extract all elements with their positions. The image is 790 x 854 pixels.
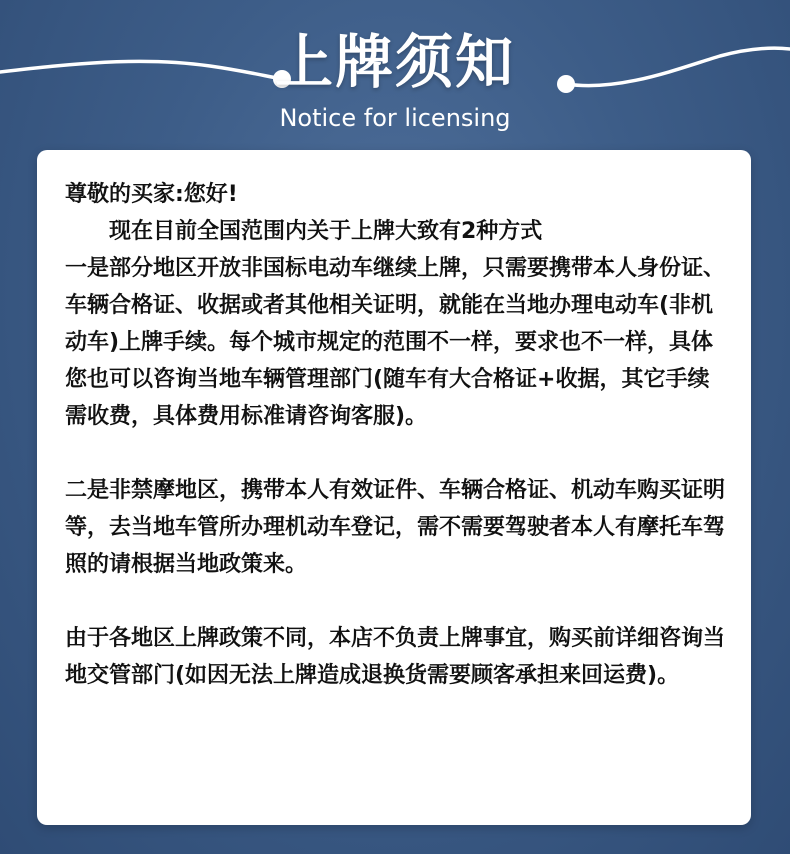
intro-text: 现在目前全国范围内关于上牌大致有2种方式 — [109, 219, 543, 244]
page-subtitle: Notice for licensing — [279, 104, 511, 132]
paragraph-gap — [65, 583, 727, 620]
method-one-text: 一是部分地区开放非国标电动车继续上牌，只需要携带本人身份证、车辆合格证、收据或者其他相关证明，就能在当地办理电动车(非机动车)上牌手续。每个城市规定的范围不一样，要求也不一样，具体您也可以咨询当地车辆管理部门(随车有大合格证+收据，其它手续需收费，具体费用标准请咨询客服)。 — [65, 256, 726, 429]
notice-content — [65, 176, 727, 694]
greeting-text: 尊敬的买家:您好! — [65, 182, 238, 207]
paragraph-gap — [65, 435, 727, 472]
header-banner — [0, 0, 790, 150]
disclaimer-text: 由于各地区上牌政策不同，本店不负责上牌事宜，购买前详细咨询当地交管部门(如因无法上牌造成退换货需要顾客承担来回运费)。 — [65, 626, 726, 688]
notice-card — [37, 150, 751, 825]
page-title: 上牌须知 — [274, 28, 515, 96]
method-two-text: 二是非禁摩地区，携带本人有效证件、车辆合格证、机动车购买证明等，去当地车管所办理机动车登记，需不需要驾驶者本人有摩托车驾照的请根据当地政策来。 — [65, 478, 726, 577]
